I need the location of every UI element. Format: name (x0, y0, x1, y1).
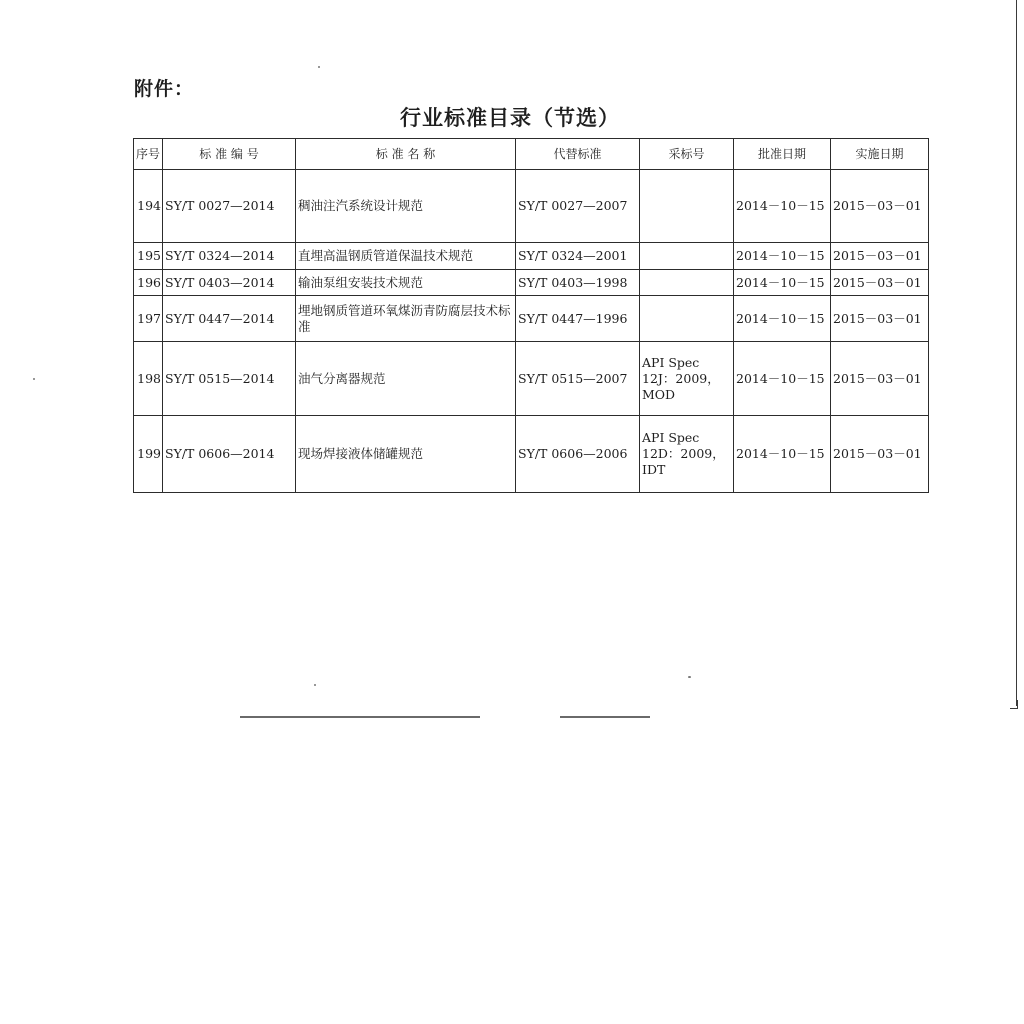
column-header-no: 序号 (134, 139, 163, 170)
cell-approved: 2014－10－15 (734, 416, 831, 493)
cell-name: 直埋高温钢质管道保温技术规范 (296, 243, 516, 270)
cell-no: 195 (134, 243, 163, 270)
cell-code: SY/T 0403—2014 (163, 270, 296, 296)
scan-speck (688, 676, 691, 678)
table-row (134, 296, 929, 342)
column-header-effective: 实施日期 (831, 139, 929, 170)
cell-name: 油气分离器规范 (296, 342, 516, 416)
cell-approved: 2014－10－15 (734, 243, 831, 270)
table-header-row (134, 139, 929, 170)
cell-approved: 2014－10－15 (734, 270, 831, 296)
cell-replaces: SY/T 0606—2006 (516, 416, 640, 493)
cell-replaces: SY/T 0324—2001 (516, 243, 640, 270)
cell-name: 稠油注汽系统设计规范 (296, 170, 516, 243)
cell-code: SY/T 0027—2014 (163, 170, 296, 243)
column-header-replaces: 代替标准 (516, 139, 640, 170)
table-row (134, 270, 929, 296)
cell-approved: 2014－10－15 (734, 296, 831, 342)
column-header-code: 标 准 编 号 (163, 139, 296, 170)
table-row (134, 243, 929, 270)
cell-approved: 2014－10－15 (734, 170, 831, 243)
cell-no: 196 (134, 270, 163, 296)
cell-adopted (640, 296, 734, 342)
cell-name: 输油泵组安装技术规范 (296, 270, 516, 296)
table-row (134, 416, 929, 493)
cell-replaces: SY/T 0515—2007 (516, 342, 640, 416)
cell-effective: 2015－03－01 (831, 270, 929, 296)
table-row (134, 170, 929, 243)
cell-approved: 2014－10－15 (734, 342, 831, 416)
cell-adopted (640, 270, 734, 296)
cell-name: 现场焊接液体储罐规范 (296, 416, 516, 493)
cell-code: SY/T 0515—2014 (163, 342, 296, 416)
standards-table (133, 138, 929, 493)
cell-no: 199 (134, 416, 163, 493)
column-header-approved: 批准日期 (734, 139, 831, 170)
cell-replaces: SY/T 0447—1996 (516, 296, 640, 342)
scan-artifact-line (240, 716, 480, 718)
cell-replaces: SY/T 0027—2007 (516, 170, 640, 243)
table-row (134, 342, 929, 416)
scan-speck (33, 378, 35, 380)
cell-code: SY/T 0324—2014 (163, 243, 296, 270)
column-header-name: 标 准 名 称 (296, 139, 516, 170)
scan-speck (318, 66, 320, 68)
cell-effective: 2015－03－01 (831, 170, 929, 243)
cell-code: SY/T 0447—2014 (163, 296, 296, 342)
cell-name: 埋地钢质管道环氧煤沥青防腐层技术标准 (296, 296, 516, 342)
cell-effective: 2015－03－01 (831, 416, 929, 493)
scan-artifact-line (560, 716, 650, 718)
scan-speck (314, 684, 316, 686)
cell-adopted: API Spec 12J：2009，MOD (640, 342, 734, 416)
cell-no: 194 (134, 170, 163, 243)
attachment-label: 附件： (134, 78, 195, 100)
cell-adopted: API Spec 12D：2009，IDT (640, 416, 734, 493)
page-edge-hook (1010, 700, 1018, 709)
cell-code: SY/T 0606—2014 (163, 416, 296, 493)
document-title: 行业标准目录（节选） (400, 106, 620, 130)
cell-replaces: SY/T 0403—1998 (516, 270, 640, 296)
cell-effective: 2015－03－01 (831, 342, 929, 416)
cell-no: 198 (134, 342, 163, 416)
cell-effective: 2015－03－01 (831, 296, 929, 342)
column-header-adopted: 采标号 (640, 139, 734, 170)
page-edge-rule (1016, 0, 1017, 706)
cell-adopted (640, 243, 734, 270)
cell-effective: 2015－03－01 (831, 243, 929, 270)
cell-no: 197 (134, 296, 163, 342)
cell-adopted (640, 170, 734, 243)
